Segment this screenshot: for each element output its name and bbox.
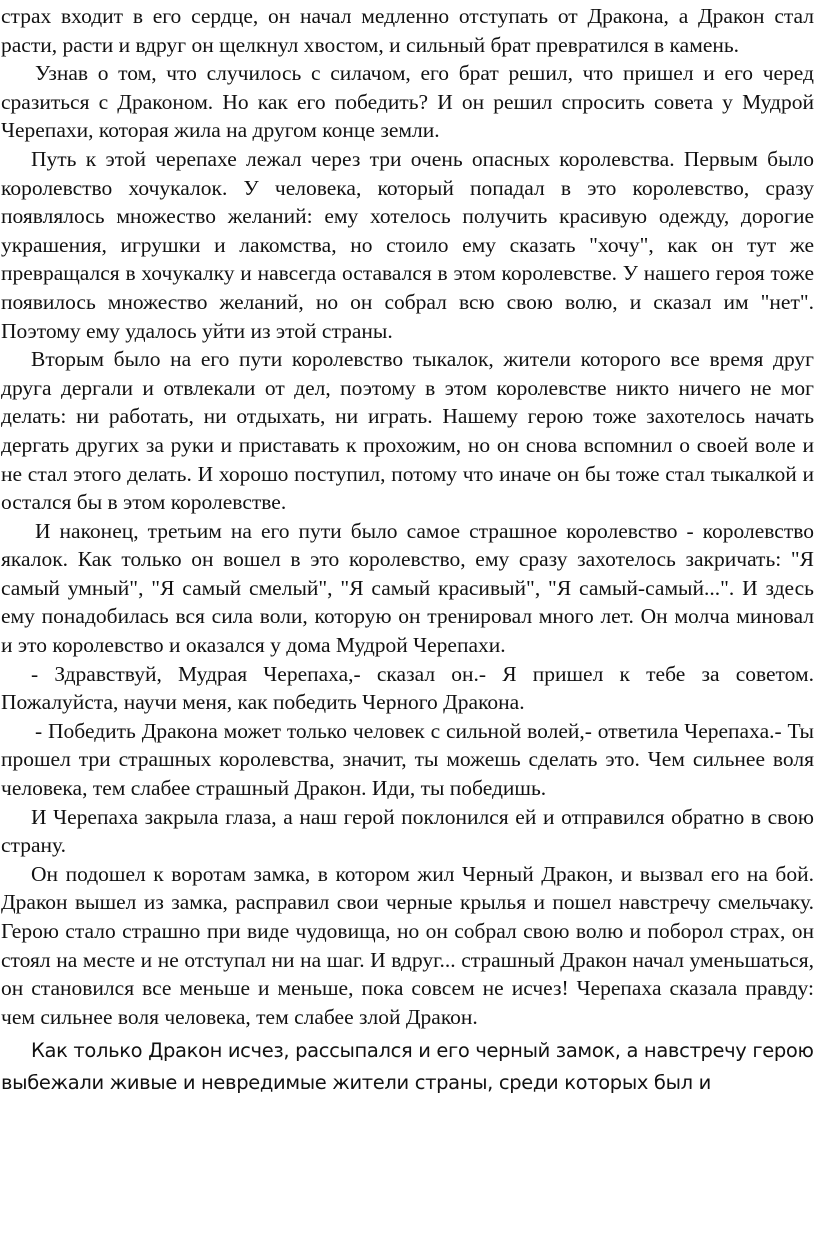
paragraph-3: Путь к этой черепахе лежал через три очень опасных королевства. Первым было королевство хочукалок. У человека, который попадал в это королевство, сразу появлялось множество желаний: ему хотелось получить красивую одежду, дорогие украшения, игрушки и лакомства, но стоило ему сказать "хочу", как он тут же превращался в хочукалку и навсегда оставался в этом королевстве. У нашего героя тоже появилось множество желаний, но он собрал всю свою волю, и сказал им "нет". Поэтому ему удалось уйти из этой страны. [1,146,814,343]
paragraph-9: Он подошел к воротам замка, в котором жил Черный Дракон, и вызвал его на бой. Дракон вышел из замка, расправил свои черные крылья и пошел навстречу смельчаку. Герою стало страшно при виде чудовища, но он собрал свою волю и поборол страх, он стоял на месте и не отступал ни на шаг. И вдруг... страшный Дракон начал уменьшаться, он становился все меньше и меньше, пока совсем не исчез! Черепаха сказала правду: чем сильнее воля человека, тем слабее злой Дракон. [1,861,814,1029]
paragraph-2: Узнав о том, что случилось с силачом, его брат решил, что пришел и его черед сразиться с Драконом. Но как его победить? И он решил спросить совета у Мудрой Черепахи, которая жила на другом конце земли. [1,61,814,143]
paragraph-5: И наконец, третьим на его пути было самое страшное королевство - королевство якалок. Как только он вошел в это королевство, ему сразу захотелось закричать: "Я самый умный", "Я самый смелый", "Я самый красивый", "Я самый-самый...". И здесь ему понадобилась вся сила воли, которую он тренировал много лет. Он молча миновал и это королевство и оказался у дома Мудрой Черепахи. [1,518,814,658]
paragraph-7: - Победить Дракона может только человек с сильной волей,- ответила Черепаха.- Ты прошел три страшных королевства, значит, ты можешь сделать это. Чем сильнее воля человека, тем слабее страшный Дракон. Иди, ты победишь. [1,718,814,801]
paragraph-10-continued: Как только Дракон исчез, рассыпался и его черный замок, а навстречу герою выбежали живые и невредимые жители страны, среди которых был и [1,1039,814,1095]
paragraph-1: страх входит в его сердце, он начал медленно отступать от Дракона, а Дракон стал расти, расти и вдруг он щелкнул хвостом, и сильный брат превратился в камень. [1,4,814,57]
paragraph-6: - Здравствуй, Мудрая Черепаха,- сказал он.- Я пришел к тебе за советом. Пожалуйста, научи меня, как победить Черного Дракона. [1,661,814,715]
paragraph-4: Вторым было на его пути королевство тыкалок, жители которого все время друг друга дергали и отвлекали от дел, поэтому в этом королевстве никто ничего не мог делать: ни работать, ни отдыхать, ни играть. Нашему герою тоже захотелось начать дергать других за руки и приставать к прохожим, но он снова вспомнил о своей воле и не стал этого делать. И хорошо поступил, потому что иначе он бы тоже стал тыкалкой и остался бы в этом королевстве. [1,347,814,515]
paragraph-8: И Черепаха закрыла глаза, а наш герой поклонился ей и отправился обратно в свою страну. [1,804,814,858]
